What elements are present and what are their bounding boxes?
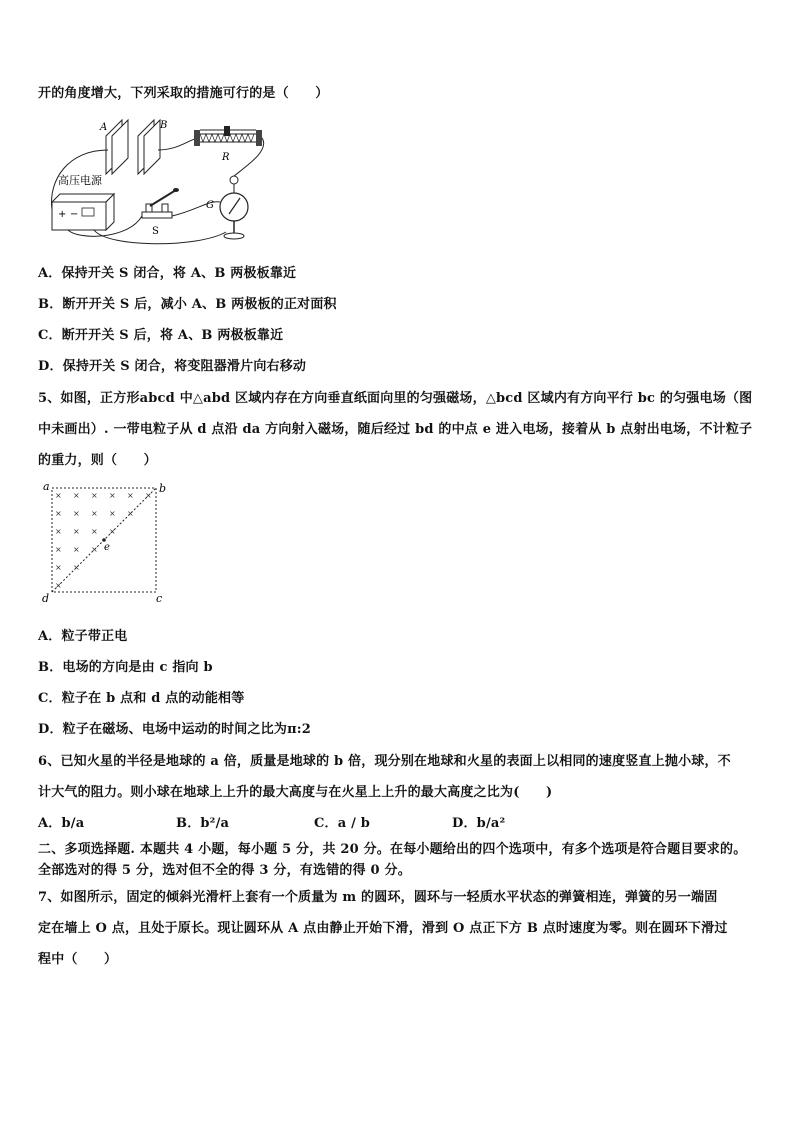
q5-line-3: 的重力，则（ ） xyxy=(38,453,157,468)
field-cross: × xyxy=(145,491,152,500)
q5-line-1: 5、如图，正方形abcd 中△abd 区域内存在方向垂直纸面向里的匀强磁场，△bcd 区域内有方向平行 bc 的匀强电场（图 xyxy=(38,391,753,406)
q6-line-2: 计大气的阻力。则小球在地球上上升的最大高度与在火星上上升的最大高度之比为( ) xyxy=(38,785,553,800)
field-cross: × xyxy=(73,509,80,518)
corner-b: b xyxy=(159,482,167,495)
corner-c: c xyxy=(156,592,163,605)
field-cross: × xyxy=(91,545,98,554)
point-e: e xyxy=(104,542,110,553)
rheostat xyxy=(194,126,262,146)
field-cross: × xyxy=(55,527,62,536)
field-cross: × xyxy=(55,491,62,500)
field-cross: × xyxy=(55,509,62,518)
field-cross: × xyxy=(127,491,134,500)
field-cross: × xyxy=(73,491,80,500)
field-cross: × xyxy=(55,581,62,590)
square-figure xyxy=(38,480,178,606)
q5-option-a: A．粒子带正电 xyxy=(38,629,128,644)
q4-option-b: B．断开开关 S 后，减小 A、B 两极板的正对面积 xyxy=(38,297,337,312)
q6-choices xyxy=(38,812,505,831)
section2-line-2: 全部选对的得 5 分，选对但不全的得 3 分，有选错的得 0 分。 xyxy=(38,863,411,878)
field-cross: × xyxy=(73,545,80,554)
q5-line-2: 中未画出）. 一带电粒子从 d 点沿 da 方向射入磁场，随后经过 bd 的中点 e 进入电场，接着从 b 点射出电场，不计粒子 xyxy=(38,422,753,437)
field-cross: × xyxy=(91,527,98,536)
label-r: R xyxy=(222,152,230,163)
q6-choice-a: A．b/a xyxy=(38,816,85,831)
q6-choice-c: C．a / b xyxy=(314,816,371,831)
q5-option-d: D．粒子在磁场、电场中运动的时间之比为π:2 xyxy=(38,722,312,737)
q7-line-3: 程中（ ） xyxy=(38,952,118,967)
intro-line: 开的角度增大，下列采取的措施可行的是（ ） xyxy=(38,86,329,101)
corner-d: d xyxy=(42,592,50,605)
q5-option-b: B．电场的方向是由 c 指向 b xyxy=(38,660,213,675)
section2-line-1: 二、多项选择题. 本题共 4 小题，每小题 5 分，共 20 分。在每小题给出的四个选项中，有多个选项是符合题目要求的。 xyxy=(38,842,747,857)
q6-line-1: 6、已知火星的半径是地球的 a 倍，质量是地球的 b 倍，现分别在地球和火星的表面上以相同的速度竖直上抛小球，不 xyxy=(38,754,731,769)
q7-line-2: 定在墙上 O 点，且处于原长。现让圆环从 A 点由静止开始下滑，滑到 O 点正下方 B 点时速度为零。则在圆环下滑过 xyxy=(38,921,728,936)
field-cross: × xyxy=(73,527,80,536)
plate-b xyxy=(138,120,160,174)
power-label: 高压电源 xyxy=(58,174,102,187)
q4-option-c: C．断开开关 S 后，将 A、B 两极板靠近 xyxy=(38,328,284,343)
minus-sign: − xyxy=(70,209,79,220)
field-cross: × xyxy=(109,491,116,500)
galvanometer xyxy=(220,176,248,239)
switch xyxy=(142,188,179,218)
q7-line-1: 7、如图所示，固定的倾斜光滑杆上套有一个质量为 m 的圆环，圆环与一轻质水平状态的弹簧相连，弹簧的另一端固 xyxy=(38,890,718,905)
label-g: G xyxy=(206,200,214,211)
circuit-figure xyxy=(38,110,278,250)
field-cross: × xyxy=(109,527,116,536)
field-cross: × xyxy=(73,563,80,572)
corner-a: a xyxy=(43,480,50,493)
plus-sign: + xyxy=(58,209,67,220)
label-s: S xyxy=(152,226,159,237)
q5-option-c: C．粒子在 b 点和 d 点的动能相等 xyxy=(38,691,245,706)
q6-choice-d: D．b/a² xyxy=(452,816,506,831)
field-cross: × xyxy=(91,491,98,500)
field-cross: × xyxy=(109,509,116,518)
plate-a xyxy=(106,120,128,174)
q4-option-d: D．保持开关 S 闭合，将变阻器滑片向右移动 xyxy=(38,359,307,374)
q4-option-a: A．保持开关 S 闭合，将 A、B 两极板靠近 xyxy=(38,266,297,281)
q6-choice-b: B．b²/a xyxy=(176,816,230,831)
label-a: A xyxy=(100,122,108,133)
label-b: B xyxy=(160,120,168,131)
field-cross: × xyxy=(55,545,62,554)
field-cross: × xyxy=(91,509,98,518)
field-cross: × xyxy=(127,509,134,518)
field-cross: × xyxy=(55,563,62,572)
